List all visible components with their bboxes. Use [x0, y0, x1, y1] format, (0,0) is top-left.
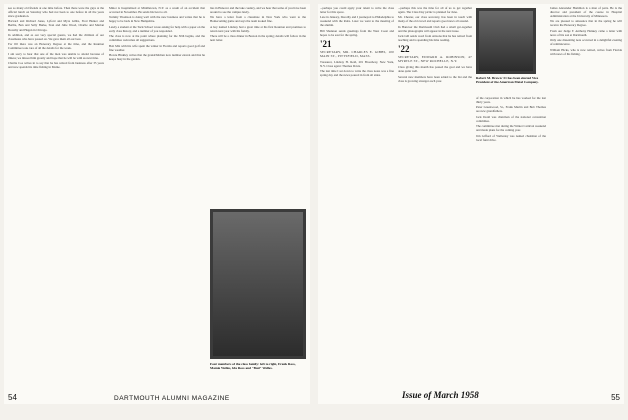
left-col2-p1: Tommy Thomson is doing well with the new business and writes that he is happy to be back in New Hampshire.: [109, 15, 205, 24]
class-21-heading: '21: [320, 38, 332, 49]
right-col4-p0: James Alexander Hamilton is a man of parts. He is the director and president of the course in Hospital Administration at the University of Minnesota.: [550, 6, 622, 19]
right-column-2: [398, 6, 472, 394]
class-22-subheading: SECRETARY, EDWARD A. ROBINSON, 47 MYRTLE ST., NEW ROCHELLE, N.Y.: [398, 55, 472, 64]
issue-masthead: Issue of March 1958: [402, 390, 479, 400]
right-col3-p2: Jack Dodd was chairman of the national convention committee.: [476, 114, 546, 123]
left-col1-p3: For Jill there was an Honorary Degree at the time, and the Reunion Committee took care of all the details for the week.: [8, 42, 104, 51]
portrait-photo: [476, 8, 536, 74]
right-column-1: [320, 6, 394, 394]
left-col2-p3: The class is now at the point where planning for the 50th begins, and the committee welcomes all suggestions.: [109, 34, 205, 43]
right-col4-p2: From our Judge F. Anthony Hankey came a letter with news of his son at Dartmouth.: [550, 28, 622, 37]
right-col4-p4: William Hicks, who is now retired, writes from Florida with news of his fishing.: [550, 47, 622, 56]
left-col2-p4: Bob Mix with his wife spent the winter in Florida and reports good golf and fine weather.: [109, 43, 205, 52]
right-col3-p4: Jim Gifford of Wellesley was named chairman of the local fund drive.: [476, 133, 546, 142]
left-col2-p0: Minot is hospitalized at Middletown, N.Y. as a result of an accident that occurred in November. He sends his best to all.: [109, 6, 205, 15]
left-col3-p0: lies in Hanover and the lake country, and we hear that some of you have been around to see the campus lately.: [210, 6, 306, 15]
class-family-photo: [210, 209, 306, 359]
right-column-4: [550, 6, 622, 394]
left-column-3: [210, 6, 306, 206]
right-col1-p2: Bill Shannon sends greetings from the West Coast and hopes to be east for the spring.: [320, 28, 394, 37]
right-page: [318, 4, 624, 404]
left-col1-p1: Harvard and Richard Jones, Lyford and Myra Gibbs, Fred Hunter and Bertha, Ben and Sally Burke, Stan and Julie Wood, Charlie and Marian Dorothy and Hagen in Chicago.: [8, 19, 104, 32]
left-col2-p2: Lately a student at the Tuck School wrote asking for help with a paper on the early class history, and a number of you responded.: [109, 24, 205, 33]
magazine-footer: DARTMOUTH ALUMNI MAGAZINE: [114, 395, 230, 402]
class-22-heading: '22: [398, 44, 410, 55]
right-col2-p3: Jack Gill sends word from Arizona that he has retired from teaching and is spending his time reading.: [398, 34, 472, 43]
right-col2-p1: Mr. Chester, our class secretary, has been in touch with many of the old crowd and reports good news all around.: [398, 15, 472, 24]
right-col1-p1: Late in January, Dorothy and I journeyed to Philadelphia to weekend with the Robs. Later we went to the meeting of the alumni.: [320, 15, 394, 28]
left-column-2: [109, 6, 205, 394]
right-page-number: 55: [611, 393, 620, 402]
right-col2b-p0: Class giving this month has passed the goal and we have done quite well.: [398, 65, 472, 74]
right-col2-p2: In Hanover the Dartmouth Club had a small get-together and the photographs will appear in the next issue.: [398, 24, 472, 33]
right-col4-p3: Only one dissenting note occurred in a delightful evening of reminiscence.: [550, 38, 622, 47]
left-column-1: [8, 6, 104, 394]
left-col3-p1: We have a letter from a classmate in New York who went to the Homecoming game and says the team looked fine.: [210, 15, 306, 24]
left-col1-p0: see so many old friends at one time before. Then there were the guys at the official lunch on Saturday who had not been to one before in all the years since graduation.: [8, 6, 104, 19]
left-col1-p4: I am sorry to hear that one of the men was unable to attend because of illness; we missed him greatly and hope that he will be with us next time.: [8, 51, 104, 60]
right-col1b-p1: The last time I sat down to write the class notes was a fine spring day and the news poured in from all sides.: [320, 69, 394, 78]
left-page-number: 54: [8, 393, 17, 402]
right-col4-p1: We are pleased to announce that in the spring he will receive the Honorary Degree.: [550, 19, 622, 28]
right-col2-p0: ...perhaps this was the time for all of us to get together again. The Class Day picnic is planned for June.: [398, 6, 472, 15]
right-col3-p3: The committee met during the Winter Carnival weekend and made plans for the coming year.: [476, 124, 546, 133]
left-page: [4, 4, 310, 404]
class-21-subheading: SECRETARY, MR. CHARLES E. GIBBS, 100 MAIN ST., PITTSFIELD, MASS.: [320, 49, 394, 58]
left-col1-p2: In addition, and as our very special guests, we had the children of our classmates who have passed on. We gave them all our best.: [8, 32, 104, 41]
right-col2b-p1: Several new members have been added to the list and the class is growing stronger each year.: [398, 74, 472, 83]
right-col3-p0: of the corporation in which he has worked for the last thirty years.: [476, 96, 546, 105]
left-col2-p5: Howie Hinkley writes that the grandchildren now number eleven and that he keeps busy in the garden.: [109, 52, 205, 61]
left-col3-p3: There will be a class dinner in Boston in the spring; details will follow in the next letter.: [210, 34, 306, 43]
left-col1-p5: Charlie Coe writes in to say that he has retired from business after 35 years and now spends his time fishing in Maine.: [8, 61, 104, 70]
right-col1-p0: ...perhaps you could apply your talent to write the class letter for this space.: [320, 6, 394, 15]
left-photo-caption: Four members of the class family: left to right, Frank Ross, Mamie Welles, Ida Ross and "Bud" Welles.: [210, 362, 296, 371]
right-column-3: [476, 96, 546, 394]
right-col3-p1: Peter Greenwood, Sr., Frank Martin and Bob Thomas are new grandfathers.: [476, 105, 546, 114]
left-col3-p2: A boy named Lindsay had a great time at his first Reunion and promises to return next year with his family.: [210, 24, 306, 33]
portrait-caption: Robert M. Brown '21 has been elected Vice President of the American Metal Company.: [476, 76, 539, 85]
right-col1b-p0: Treasurer, Lindsay H. Reid, 201 Broadway, New York, N.Y. Class agent: Thomas Davis.: [320, 60, 394, 69]
